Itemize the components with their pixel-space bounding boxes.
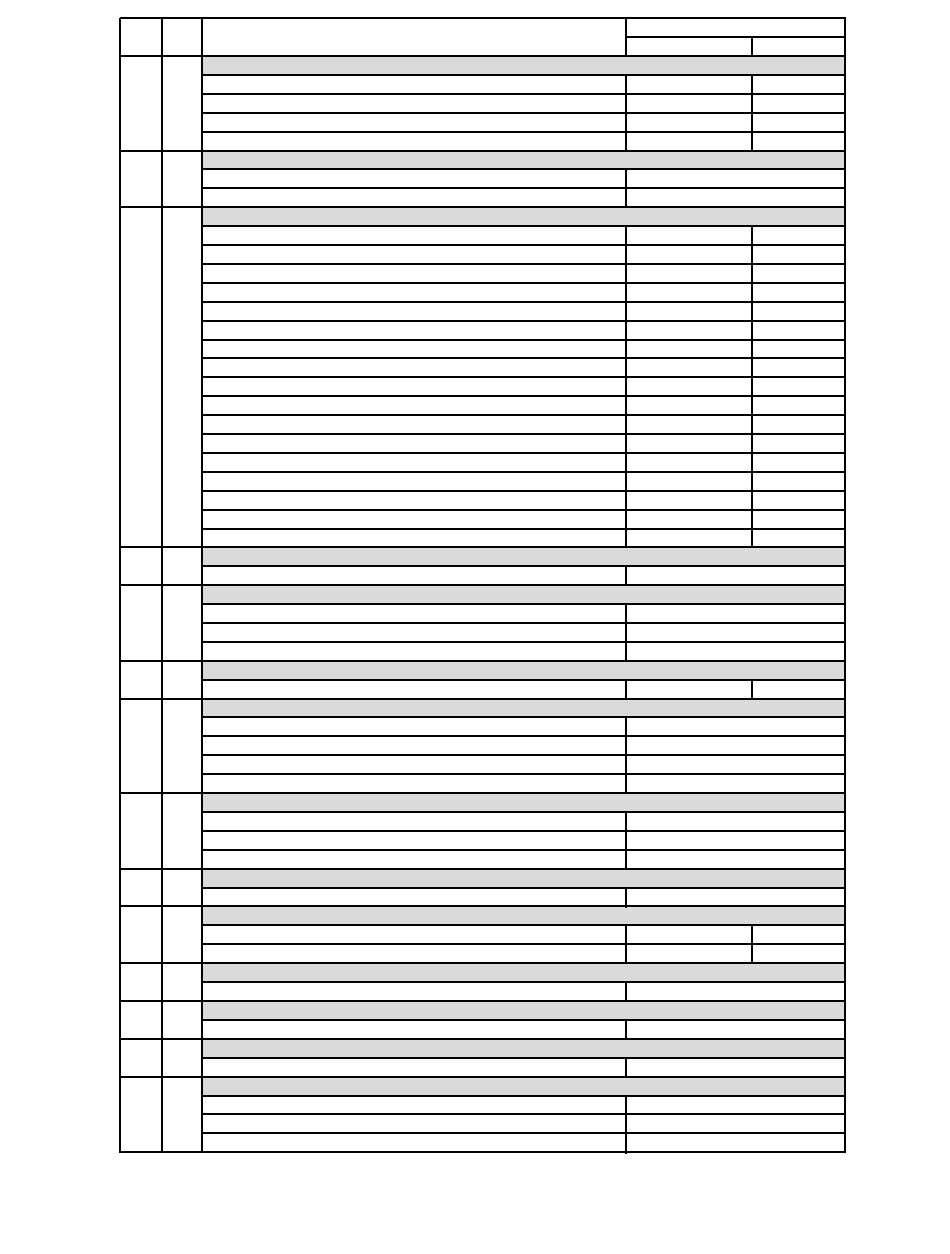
value-column-rule <box>625 1020 627 1040</box>
row-rule <box>202 716 846 718</box>
header-column-rule <box>625 18 627 57</box>
section-header-band <box>202 1001 845 1020</box>
row-rule <box>202 754 846 756</box>
section-header-band <box>202 151 845 170</box>
column-rule <box>161 18 163 1153</box>
section-header-band <box>202 1077 845 1096</box>
row-rule <box>202 1019 846 1021</box>
row-rule <box>202 528 846 530</box>
value-column-rule <box>625 680 627 700</box>
row-rule <box>202 301 846 303</box>
row-rule <box>202 225 846 227</box>
row-rule <box>202 565 846 567</box>
section-header-band <box>202 661 845 680</box>
row-rule <box>202 1057 846 1059</box>
row-rule <box>202 773 846 775</box>
section-rule <box>120 206 846 208</box>
section-header-band <box>202 793 845 812</box>
section-rule <box>120 868 846 870</box>
row-rule <box>202 320 846 322</box>
section-rule <box>120 55 846 57</box>
value-subcolumn-rule <box>751 680 753 700</box>
section-header-band <box>202 699 845 718</box>
row-rule <box>202 187 846 189</box>
row-rule <box>202 679 846 681</box>
section-rule <box>120 698 846 700</box>
row-rule <box>202 887 846 889</box>
section-rule <box>120 584 846 586</box>
row-rule <box>202 263 846 265</box>
value-subcolumn-rule <box>751 226 753 548</box>
row-rule <box>202 849 846 851</box>
row-rule <box>202 943 846 945</box>
value-column-rule <box>625 1096 627 1154</box>
row-rule <box>202 282 846 284</box>
row-rule <box>202 1113 846 1115</box>
value-subcolumn-rule <box>751 75 753 152</box>
row-rule <box>202 1132 846 1134</box>
value-column-rule <box>625 75 627 152</box>
row-rule <box>202 735 846 737</box>
row-rule <box>202 395 846 397</box>
column-rule <box>201 18 203 1153</box>
row-rule <box>202 622 846 624</box>
row-rule <box>202 74 846 76</box>
section-rule <box>120 1076 846 1078</box>
section-rule <box>120 1038 846 1040</box>
section-rule <box>120 1000 846 1002</box>
section-header-band <box>202 585 845 604</box>
section-rule <box>120 150 846 152</box>
section-rule <box>120 792 846 794</box>
row-rule <box>202 830 846 832</box>
section-header-band <box>202 207 845 226</box>
value-column-rule <box>625 604 627 662</box>
value-column-rule <box>625 717 627 794</box>
section-rule <box>120 962 846 964</box>
row-rule <box>202 433 846 435</box>
row-rule <box>202 509 846 511</box>
header-subcolumn-rule <box>751 37 753 57</box>
table-top-border <box>120 17 846 19</box>
value-column-rule <box>625 566 627 586</box>
row-rule <box>202 641 846 643</box>
row-rule <box>202 93 846 95</box>
row-rule <box>202 490 846 492</box>
header-subrule <box>626 36 846 38</box>
row-rule <box>202 112 846 114</box>
section-header-band <box>202 56 845 75</box>
row-rule <box>202 603 846 605</box>
row-rule <box>202 452 846 454</box>
row-rule <box>202 471 846 473</box>
row-rule <box>202 1095 846 1097</box>
table-left-border <box>119 18 121 1153</box>
value-column-rule <box>625 169 627 208</box>
section-header-band <box>202 1039 845 1058</box>
section-header-band <box>202 869 845 888</box>
section-rule <box>120 660 846 662</box>
section-header-band <box>202 547 845 566</box>
section-rule <box>120 905 846 907</box>
value-column-rule <box>625 925 627 964</box>
section-header-band <box>202 907 845 926</box>
row-rule <box>202 131 846 133</box>
row-rule <box>202 811 846 813</box>
section-header-band <box>202 963 845 982</box>
row-rule <box>202 339 846 341</box>
value-column-rule <box>625 1058 627 1078</box>
value-column-rule <box>625 226 627 548</box>
row-rule <box>202 168 846 170</box>
table-bottom-border <box>120 1151 846 1153</box>
row-rule <box>202 924 846 926</box>
row-rule <box>202 244 846 246</box>
section-rule <box>120 546 846 548</box>
row-rule <box>202 981 846 983</box>
value-subcolumn-rule <box>751 925 753 964</box>
table-right-border <box>844 18 846 1153</box>
row-rule <box>202 376 846 378</box>
row-rule <box>202 414 846 416</box>
row-rule <box>202 357 846 359</box>
value-column-rule <box>625 812 627 870</box>
value-column-rule <box>625 982 627 1002</box>
